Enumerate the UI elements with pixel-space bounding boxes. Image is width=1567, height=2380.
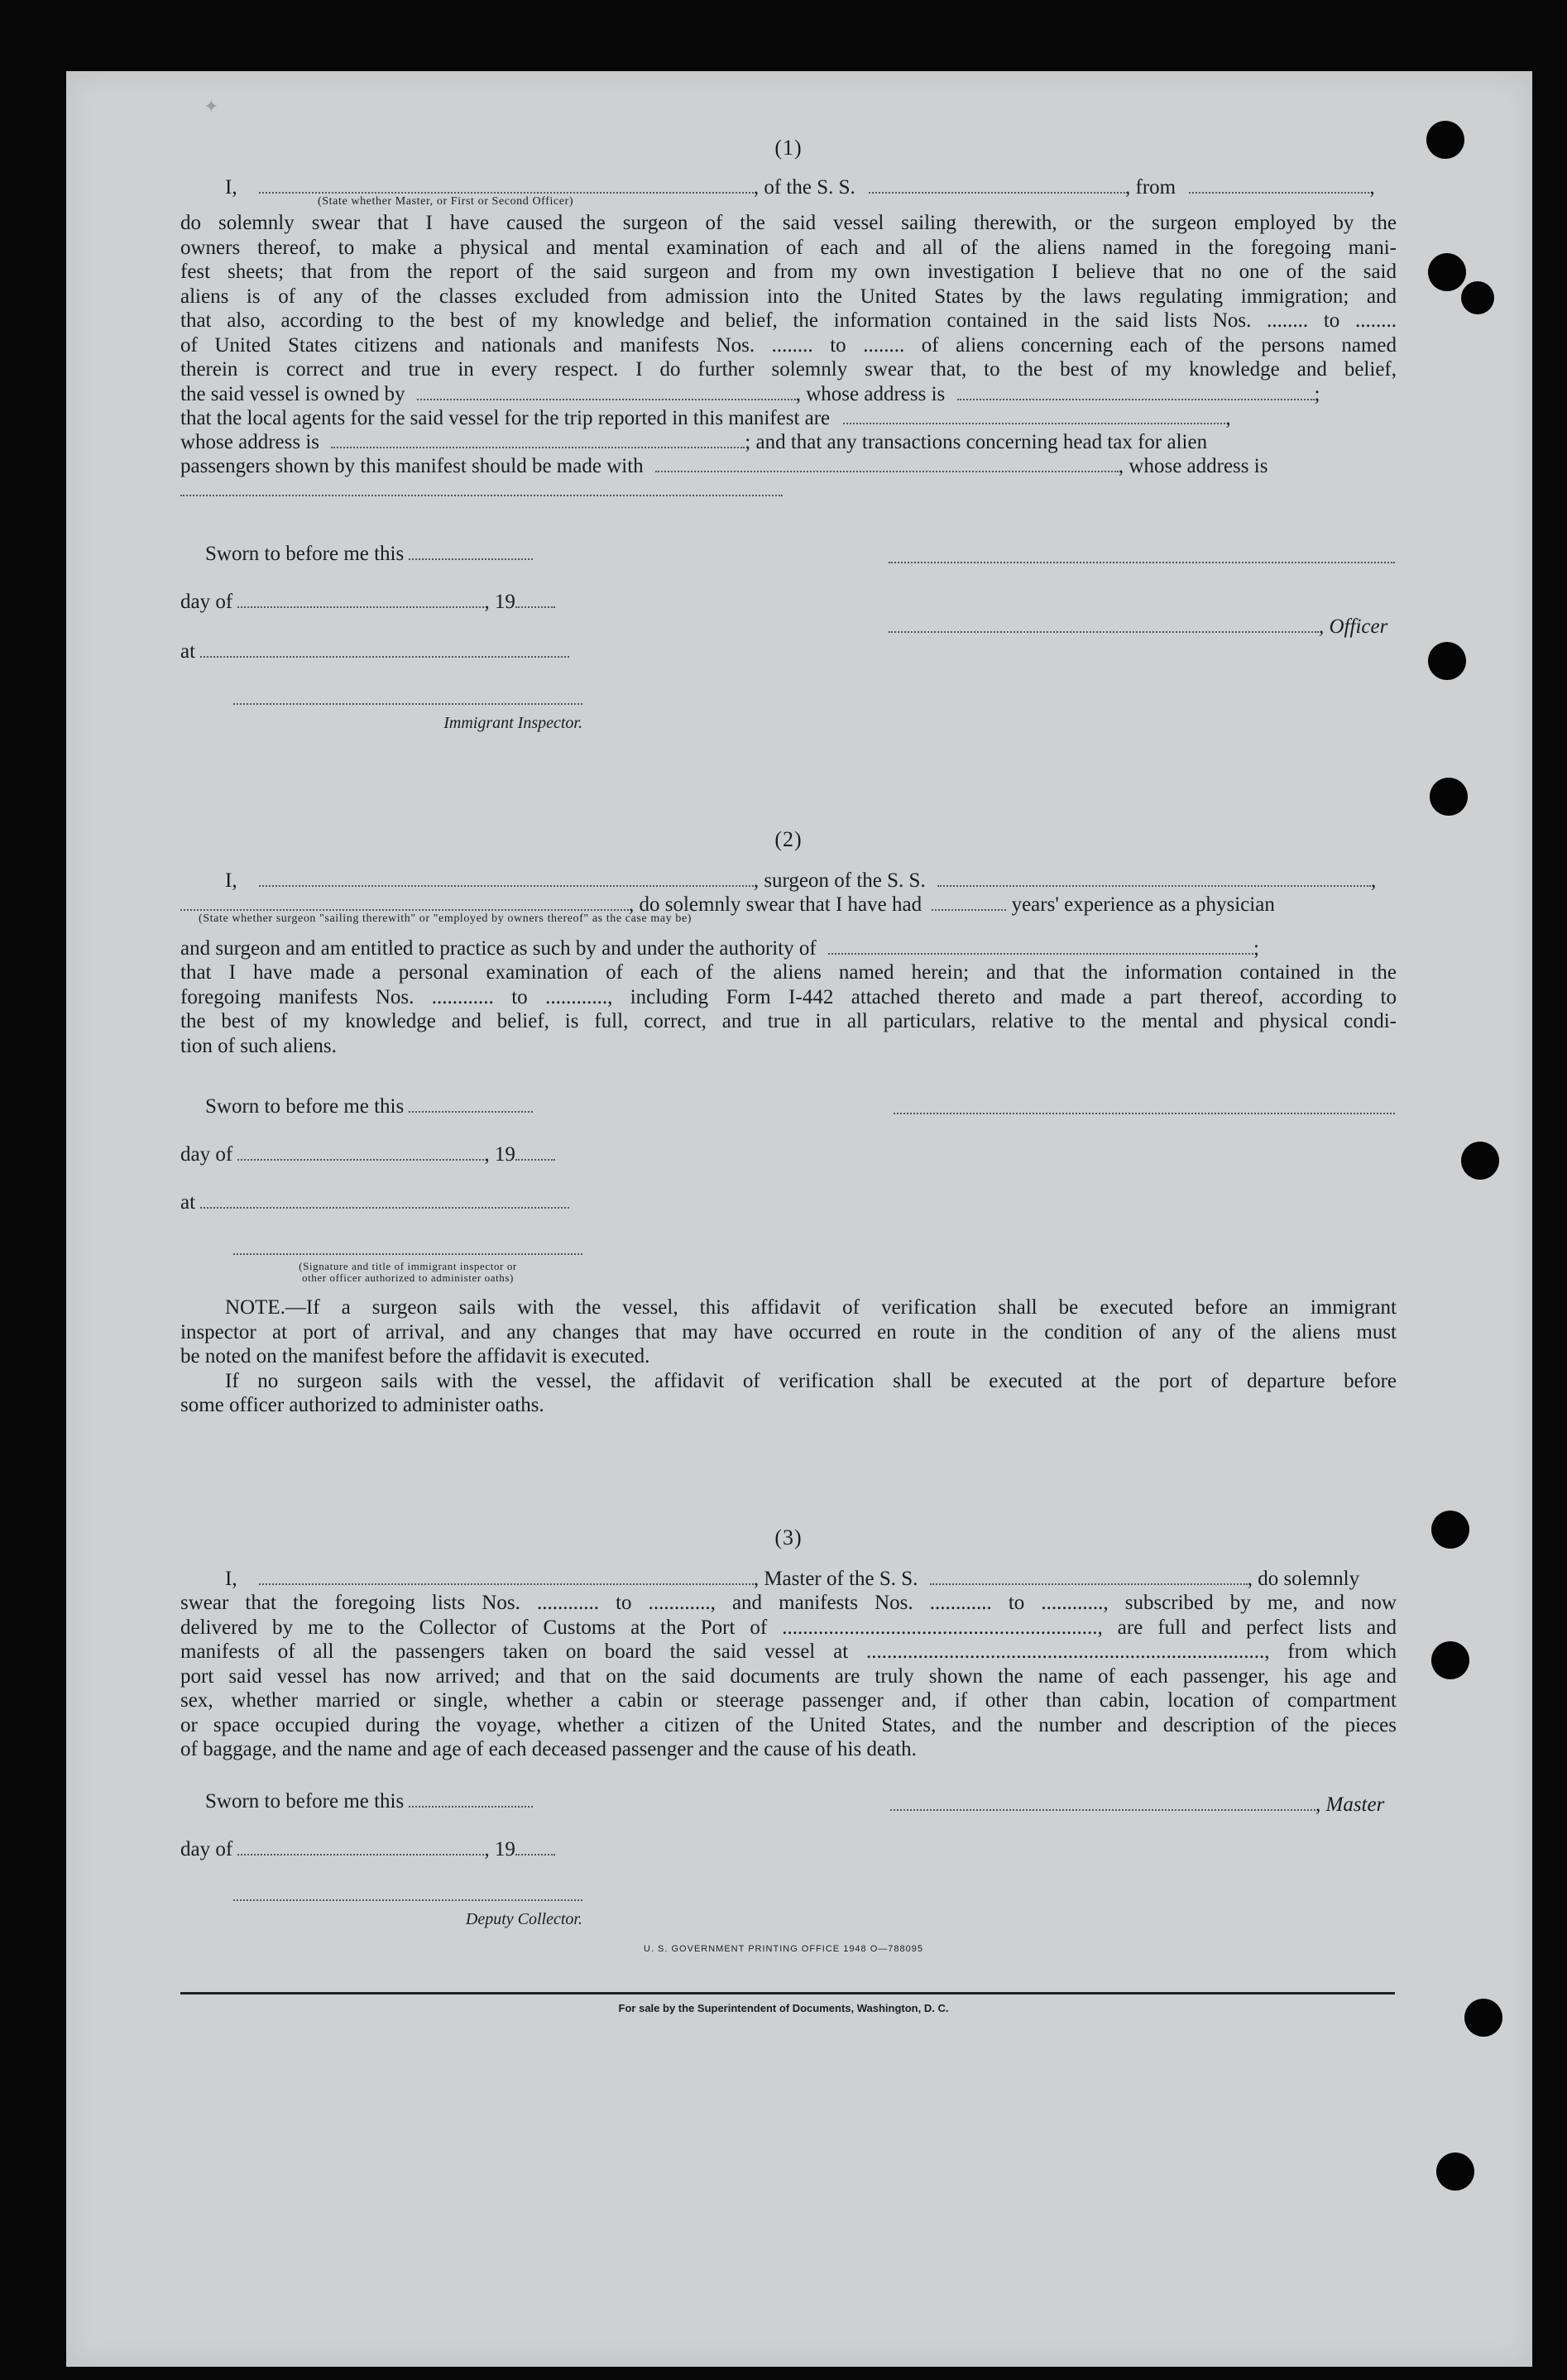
for-sale-notice: For sale by the Superintendent of Documents, Washington, D. C. bbox=[618, 2002, 949, 2014]
surgeon-name-field[interactable] bbox=[259, 869, 754, 887]
note-block: NOTE.—If a surgeon sails with the vessel, this affidavit of verification shall be executed before an immigrant inspector at port of arrival, and any changes that may have occurred en route in the condition of any of the aliens must be noted on the manifest before the affidavit is executed. If no surgeon sails with the vessel, the affidavit of verification shall be executed at the port of departure before some officer authorized to administer oaths. bbox=[180, 1296, 1397, 1416]
vessel-field[interactable] bbox=[869, 175, 1125, 194]
officer-line-top bbox=[889, 546, 1395, 569]
section-number: (2) bbox=[774, 827, 803, 851]
oath-body: do solemnly swear that I have caused the surgeon of the said vessel sailing therewith, or the surgeon employed by the owners thereof, to make a physical and mental examination of each and all of the aliens named in the foregoing mani- fest sheets; that from the report of the said surgeon and from my own investigation I believe that no one of the said aliens is of any of the classes excluded from admission into the United States by the laws regulating immigration; and that also, according to the best of my knowledge and belief, the information contained in the said lists Nos. ........ to ........ of United States citizens and nationals and manifests Nos. ........ to ........ of aliens concerning each of the persons named therein is correct and true in every respect. I do further solemnly swear that, to the best of my knowledge and belief, bbox=[180, 212, 1397, 381]
at-field[interactable] bbox=[200, 1207, 569, 1209]
year-field[interactable] bbox=[515, 1159, 555, 1161]
binder-hole bbox=[1461, 281, 1494, 314]
owner-line: the said vessel is owned by , whose address is ; bbox=[180, 382, 1320, 405]
years-field[interactable] bbox=[932, 893, 1006, 911]
experience-line: , do solemnly swear that I have had years' experience as a physician bbox=[180, 893, 1397, 917]
section-1 bbox=[180, 136, 1397, 502]
jurat-day: day of , 19 bbox=[180, 1838, 555, 1861]
surgeon-signature-field[interactable] bbox=[894, 1113, 1395, 1114]
agents-address-line: whose address is ; and that any transactions concerning head tax for alien bbox=[180, 430, 1208, 453]
jurat-at: at bbox=[180, 1191, 569, 1214]
head-tax-address-line bbox=[180, 478, 1397, 502]
sworn-field[interactable] bbox=[409, 1806, 533, 1808]
officer-signature-caption: (Signature and title of immigrant inspector or other officer authorized to administer oaths) bbox=[233, 1238, 582, 1284]
from-field[interactable] bbox=[1189, 175, 1369, 194]
oath-line: I, , of the S. S. , from , bbox=[225, 176, 1375, 199]
binder-hole bbox=[1431, 1511, 1469, 1549]
jurat-day: day of , 19 bbox=[180, 1143, 555, 1166]
section-number: (1) bbox=[774, 136, 803, 160]
master-signature-field[interactable] bbox=[890, 1809, 1315, 1811]
binder-hole bbox=[1431, 1641, 1469, 1679]
day-field[interactable] bbox=[237, 1159, 484, 1161]
sworn-field[interactable] bbox=[409, 1111, 533, 1113]
section-2 bbox=[180, 827, 1397, 1058]
binder-hole bbox=[1428, 253, 1466, 291]
binder-hole bbox=[1461, 1142, 1499, 1180]
officer-field[interactable] bbox=[259, 175, 754, 194]
jurat-sworn: Sworn to before me this bbox=[205, 543, 533, 566]
day-field[interactable] bbox=[237, 606, 484, 608]
owner-field[interactable] bbox=[417, 382, 796, 400]
head-tax-address-field[interactable] bbox=[180, 478, 783, 496]
master-name-field[interactable] bbox=[259, 1567, 754, 1585]
footer-rule bbox=[180, 1992, 1395, 1995]
administering-officer-field[interactable] bbox=[233, 1245, 582, 1255]
field-caption: (State whether Master, or First or Second Officer) bbox=[318, 195, 574, 208]
collector-signature: Deputy Collector. bbox=[233, 1883, 582, 1929]
officer-signature: , Officer bbox=[889, 615, 1387, 639]
officer-name-field[interactable] bbox=[889, 562, 1395, 563]
printing-office-imprint: U. S. GOVERNMENT PRINTING OFFICE 1948 O—788095 bbox=[644, 1944, 923, 1954]
authority-line: and surgeon and am entitled to practice as such by and under the authority of ; bbox=[180, 937, 1259, 960]
surgeon-body: that I have made a personal examination of each of the aliens named herein; and that the information contained in the foregoing manifests Nos. ............ to ............, including Form I-442 attached thereto and made a part thereof, according to the best of my knowledge and belief, is full, correct, and true in all particulars, relative to the mental and physical condi- tion of such aliens. bbox=[180, 961, 1397, 1057]
binder-hole bbox=[1426, 121, 1464, 159]
year-field[interactable] bbox=[515, 1854, 555, 1856]
surgeon-vessel-field[interactable] bbox=[937, 869, 1371, 887]
master-line: I, , Master of the S. S. , do solemnly bbox=[225, 1568, 1360, 1590]
authority-field[interactable] bbox=[828, 936, 1253, 955]
agents-line: that the local agents for the said vessel for the trip reported in this manifest are , bbox=[180, 406, 1231, 429]
inspector-signature: Immigrant Inspector. bbox=[233, 687, 582, 733]
field-caption: (State whether surgeon "sailing therewith" or "employed by owners thereof" as the case may be) bbox=[199, 912, 692, 925]
master-body: swear that the foregoing lists Nos. ............ to ............, and manifests Nos. ............ to ............, subscribed by me, and now delivered by me to the Collector of Customs at the Port of ............................................................., are full and perfect lists and manifests of all the passengers taken on board the said vessel at ............................................................................., from which port said vessel has now arrived; and that on the said documents are truly shown the name of each passenger, his age and sex, whether married or single, whether a cabin or steerage passenger and, if other than cabin, location of compartment or space occupied during the voyage, whether a citizen of the United States, and the number and description of the pieces of baggage, and the name and age of each deceased passenger and the cause of his death. bbox=[180, 1592, 1397, 1760]
year-field[interactable] bbox=[515, 606, 555, 608]
surgeon-line: I, , surgeon of the S. S. , bbox=[225, 869, 1377, 892]
head-tax-line: passengers shown by this manifest should be made with , whose address is bbox=[180, 454, 1268, 477]
collector-signature-field[interactable] bbox=[233, 1883, 582, 1901]
surgeon-signature bbox=[894, 1097, 1395, 1120]
jurat-sworn: Sworn to before me this bbox=[205, 1095, 533, 1118]
sworn-field[interactable] bbox=[409, 558, 533, 560]
surgeon-status-field[interactable] bbox=[180, 893, 629, 911]
owner-address-field[interactable] bbox=[957, 382, 1315, 400]
day-field[interactable] bbox=[237, 1854, 484, 1856]
jurat-sworn: Sworn to before me this bbox=[205, 1790, 533, 1813]
binder-hole bbox=[1428, 642, 1466, 680]
agents-field[interactable] bbox=[843, 406, 1225, 424]
head-tax-field[interactable] bbox=[655, 454, 1119, 472]
jurat-at: at bbox=[180, 640, 569, 663]
inspector-signature-field[interactable] bbox=[233, 687, 582, 705]
jurat-day: day of , 19 bbox=[180, 591, 555, 614]
master-signature: , Master bbox=[890, 1793, 1384, 1817]
section-3 bbox=[180, 1525, 1397, 1762]
at-field[interactable] bbox=[200, 656, 569, 658]
master-vessel-field[interactable] bbox=[930, 1567, 1248, 1585]
agents-address-field[interactable] bbox=[331, 430, 745, 448]
section-number: (3) bbox=[774, 1525, 803, 1549]
officer-signature-field[interactable] bbox=[889, 631, 1319, 633]
binder-hole bbox=[1430, 778, 1468, 816]
binder-hole bbox=[1436, 2153, 1474, 2191]
stamp-smudge: ✦ bbox=[204, 96, 219, 117]
